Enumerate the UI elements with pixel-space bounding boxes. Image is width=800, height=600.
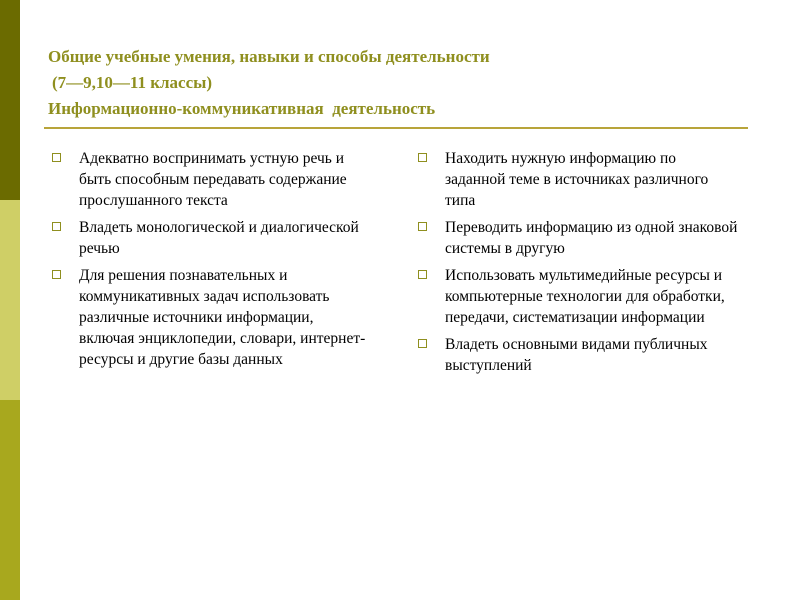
list-item (418, 148, 738, 211)
sidebar-segment-bottom (0, 400, 20, 600)
left-column (52, 148, 372, 376)
title-line-1: Общие учебные умения, навыки и способы деятельности (48, 47, 490, 66)
square-bullet-icon (418, 222, 427, 231)
square-bullet-icon (52, 270, 61, 279)
list-item-text: Адекватно воспринимать устную речь и быть способным передавать содержание прослушанного текста (79, 150, 347, 209)
square-bullet-icon (418, 339, 427, 348)
list-item-text: Для решения познавательных и коммуникативных задач использовать различные источники информации, включая энциклопедии, словари, интернет-ресурсы и другие базы данных (79, 267, 366, 368)
square-bullet-icon (418, 153, 427, 162)
square-bullet-icon (52, 153, 61, 162)
square-bullet-icon (52, 222, 61, 231)
right-column (418, 148, 738, 382)
title-line-3: Информационно-коммуникативная деятельность (48, 99, 436, 118)
square-bullet-icon (418, 270, 427, 279)
title-line-2: (7—9,10—11 классы) (52, 73, 213, 92)
list-item-text: Переводить информацию из одной знаковой системы в другую (445, 219, 738, 257)
list-item (418, 217, 738, 259)
list-item (52, 217, 372, 259)
list-item-text: Находить нужную информацию по заданной теме в источниках различного типа (445, 150, 709, 209)
list-item (418, 334, 738, 376)
list-item (52, 148, 372, 211)
list-item-text: Владеть основными видами публичных выступлений (445, 336, 708, 374)
list-item-text: Использовать мультимедийные ресурсы и компьютерные технологии для обработки, передачи, систематизации информации (445, 267, 725, 326)
list-item (52, 265, 372, 370)
list-item-text: Владеть монологической и диалогической речью (79, 219, 359, 257)
list-item (418, 265, 738, 328)
title-divider (44, 127, 748, 129)
sidebar-segment-middle (0, 200, 20, 400)
sidebar-segment-top (0, 0, 20, 200)
decorative-sidebar (0, 0, 20, 600)
slide-title (48, 44, 768, 122)
